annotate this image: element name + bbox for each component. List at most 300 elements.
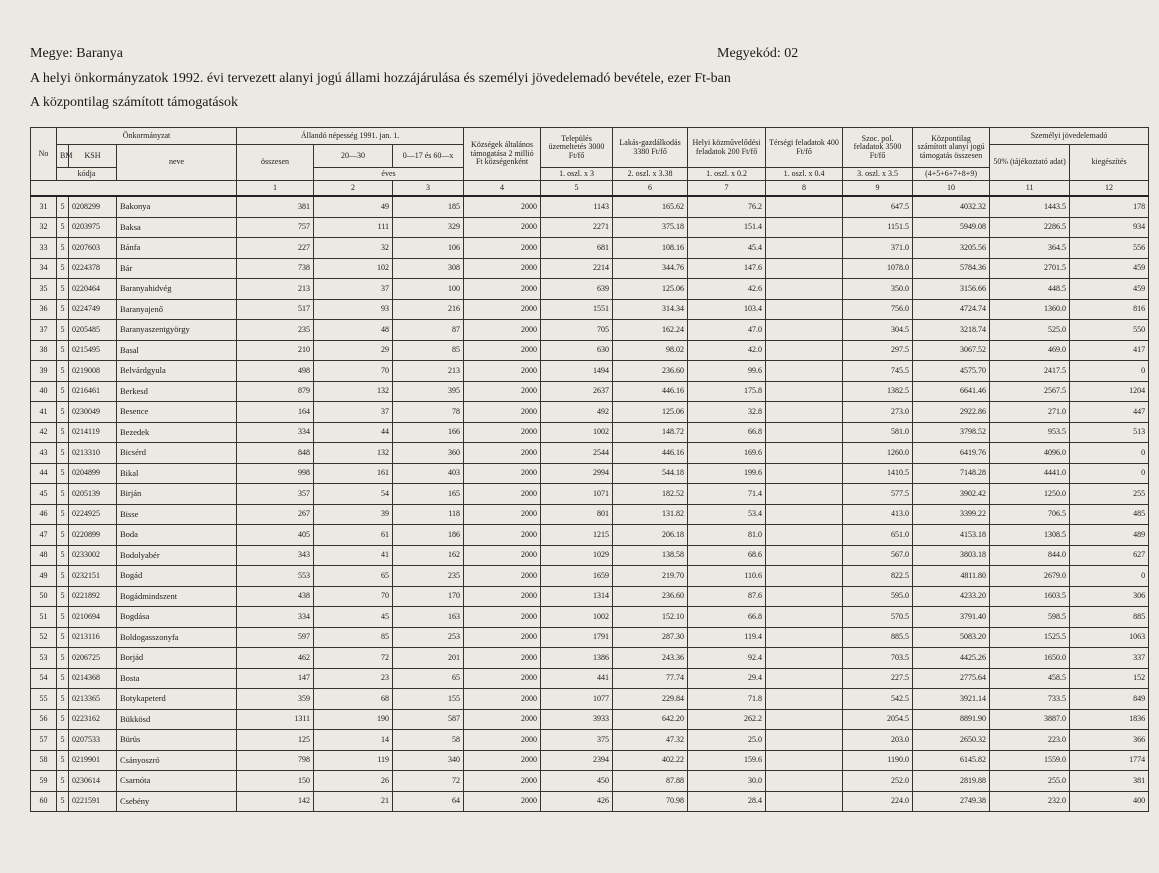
cell-helyi: 66.8 [688, 607, 766, 628]
cell-kozsegek: 2000 [464, 586, 541, 607]
cell-20-30: 70 [314, 361, 393, 382]
cell-szja-50: 1525.5 [990, 627, 1070, 648]
cell-szja-50: 2679.0 [990, 566, 1070, 587]
cell-szja-50: 1250.0 [990, 484, 1070, 505]
cell-lakas: 47.32 [613, 730, 688, 751]
cell-bm: 5 [57, 586, 69, 607]
cell-0-17-60: 340 [393, 750, 464, 771]
cell-ksh: 0213310 [69, 443, 117, 464]
col-number: 12 [1070, 181, 1149, 197]
cell-kozsegek: 2000 [464, 791, 541, 812]
cell-osszesen: 848 [237, 443, 314, 464]
cell-helyi: 99.6 [688, 361, 766, 382]
cell-telepules: 2394 [541, 750, 613, 771]
cell-kiegeszites: 1836 [1070, 709, 1149, 730]
col-calc-szoc: 3. oszl. x 3.5 [843, 168, 913, 181]
cell-bm: 5 [57, 730, 69, 751]
cell-kozsegek: 2000 [464, 730, 541, 751]
cell-osszesen: 498 [237, 361, 314, 382]
cell-no: 52 [31, 627, 57, 648]
cell-szja-50: 232.0 [990, 791, 1070, 812]
cell-kiegeszites: 366 [1070, 730, 1149, 751]
cell-telepules: 426 [541, 791, 613, 812]
col-number: 3 [393, 181, 464, 197]
cell-no: 57 [31, 730, 57, 751]
cell-ksh: 0219901 [69, 750, 117, 771]
cell-no: 46 [31, 504, 57, 525]
cell-ksh: 0204899 [69, 463, 117, 484]
cell-osszesen: 235 [237, 320, 314, 341]
cell-osszesen: 405 [237, 525, 314, 546]
col-number: 7 [688, 181, 766, 197]
cell-lakas: 402.22 [613, 750, 688, 771]
cell-kozpontilag: 4811.80 [913, 566, 990, 587]
cell-0-17-60: 87 [393, 320, 464, 341]
cell-bm: 5 [57, 463, 69, 484]
cell-kiegeszites: 400 [1070, 791, 1149, 812]
cell-telepules: 705 [541, 320, 613, 341]
cell-20-30: 132 [314, 443, 393, 464]
cell-kozsegek: 2000 [464, 689, 541, 710]
cell-0-17-60: 58 [393, 730, 464, 751]
table-row [31, 566, 1149, 587]
cell-szoc: 224.0 [843, 791, 913, 812]
cell-tersegi [766, 566, 843, 587]
cell-szoc: 1382.5 [843, 381, 913, 402]
cell-kozpontilag: 6641.46 [913, 381, 990, 402]
cell-20-30: 37 [314, 279, 393, 300]
cell-0-17-60: 78 [393, 402, 464, 423]
cell-lakas: 77.74 [613, 668, 688, 689]
cell-kozsegek: 2000 [464, 340, 541, 361]
cell-20-30: 161 [314, 463, 393, 484]
cell-tersegi [766, 668, 843, 689]
cell-szoc: 703.5 [843, 648, 913, 669]
cell-kozpontilag: 6419.76 [913, 443, 990, 464]
cell-no: 59 [31, 771, 57, 792]
cell-helyi: 169.6 [688, 443, 766, 464]
cell-telepules: 1077 [541, 689, 613, 710]
cell-szja-50: 706.5 [990, 504, 1070, 525]
cell-tersegi [766, 648, 843, 669]
cell-bm: 5 [57, 627, 69, 648]
cell-kozsegek: 2000 [464, 299, 541, 320]
cell-telepules: 1314 [541, 586, 613, 607]
cell-0-17-60: 162 [393, 545, 464, 566]
cell-kozsegek: 2000 [464, 607, 541, 628]
cell-kiegeszites: 152 [1070, 668, 1149, 689]
cell-bm: 5 [57, 504, 69, 525]
cell-szja-50: 469.0 [990, 340, 1070, 361]
cell-0-17-60: 165 [393, 484, 464, 505]
cell-osszesen: 462 [237, 648, 314, 669]
cell-ksh: 0221892 [69, 586, 117, 607]
cell-20-30: 190 [314, 709, 393, 730]
cell-bm: 5 [57, 381, 69, 402]
cell-telepules: 1002 [541, 422, 613, 443]
cell-tersegi [766, 340, 843, 361]
cell-kozpontilag: 3156.66 [913, 279, 990, 300]
col-header-tersegi: Térségi feladatok 400 Ft/fő [766, 128, 843, 168]
cell-no: 39 [31, 361, 57, 382]
cell-lakas: 98.02 [613, 340, 688, 361]
cell-lakas: 162.24 [613, 320, 688, 341]
cell-lakas: 642.20 [613, 709, 688, 730]
cell-szoc: 756.0 [843, 299, 913, 320]
cell-bm: 5 [57, 422, 69, 443]
cell-tersegi [766, 443, 843, 464]
cell-name: Boda [117, 525, 237, 546]
cell-no: 42 [31, 422, 57, 443]
cell-tersegi [766, 422, 843, 443]
cell-kozsegek: 2000 [464, 217, 541, 238]
cell-kozsegek: 2000 [464, 668, 541, 689]
cell-ksh: 0215495 [69, 340, 117, 361]
cell-kiegeszites: 485 [1070, 504, 1149, 525]
cell-kiegeszites: 459 [1070, 279, 1149, 300]
cell-szja-50: 1360.0 [990, 299, 1070, 320]
table-row [31, 627, 1149, 648]
cell-20-30: 23 [314, 668, 393, 689]
cell-ksh: 0213365 [69, 689, 117, 710]
cell-osszesen: 553 [237, 566, 314, 587]
col-header-ksh: KSH [69, 145, 117, 168]
cell-no: 49 [31, 566, 57, 587]
cell-osszesen: 150 [237, 771, 314, 792]
cell-kozpontilag: 3067.52 [913, 340, 990, 361]
cell-tersegi [766, 402, 843, 423]
cell-0-17-60: 235 [393, 566, 464, 587]
cell-lakas: 219.70 [613, 566, 688, 587]
cell-lakas: 544.18 [613, 463, 688, 484]
cell-helyi: 110.6 [688, 566, 766, 587]
cell-helyi: 175.8 [688, 381, 766, 402]
cell-0-17-60: 253 [393, 627, 464, 648]
table-body [31, 196, 1149, 812]
col-header-helyi: Helyi közművelődési feladatok 200 Ft/fő [688, 128, 766, 168]
cell-szja-50: 598.5 [990, 607, 1070, 628]
cell-telepules: 2214 [541, 258, 613, 279]
cell-lakas: 314.34 [613, 299, 688, 320]
cell-kiegeszites: 381 [1070, 771, 1149, 792]
table-row [31, 340, 1149, 361]
cell-szja-50: 458.5 [990, 668, 1070, 689]
cell-kiegeszites: 489 [1070, 525, 1149, 546]
cell-telepules: 639 [541, 279, 613, 300]
cell-telepules: 630 [541, 340, 613, 361]
cell-name: Birján [117, 484, 237, 505]
cell-helyi: 159.6 [688, 750, 766, 771]
table-row [31, 422, 1149, 443]
cell-szja-50: 364.5 [990, 238, 1070, 259]
cell-20-30: 21 [314, 791, 393, 812]
cell-bm: 5 [57, 607, 69, 628]
cell-bm: 5 [57, 217, 69, 238]
col-header-nepesseg: Állandó népesség 1991. jan. 1. [237, 128, 464, 145]
cell-tersegi [766, 361, 843, 382]
cell-name: Basal [117, 340, 237, 361]
cell-kozsegek: 2000 [464, 361, 541, 382]
cell-kiegeszites: 550 [1070, 320, 1149, 341]
cell-20-30: 44 [314, 422, 393, 443]
table-row [31, 238, 1149, 259]
cell-bm: 5 [57, 791, 69, 812]
cell-tersegi [766, 381, 843, 402]
table-row [31, 484, 1149, 505]
cell-osszesen: 213 [237, 279, 314, 300]
cell-lakas: 243.36 [613, 648, 688, 669]
cell-0-17-60: 403 [393, 463, 464, 484]
cell-helyi: 92.4 [688, 648, 766, 669]
cell-0-17-60: 163 [393, 607, 464, 628]
cell-bm: 5 [57, 299, 69, 320]
cell-osszesen: 798 [237, 750, 314, 771]
cell-kozsegek: 2000 [464, 463, 541, 484]
cell-tersegi [766, 258, 843, 279]
cell-helyi: 42.6 [688, 279, 766, 300]
cell-szja-50: 1443.5 [990, 196, 1070, 217]
cell-no: 33 [31, 238, 57, 259]
cell-ksh: 0230614 [69, 771, 117, 792]
table-row [31, 648, 1149, 669]
cell-20-30: 119 [314, 750, 393, 771]
cell-bm: 5 [57, 443, 69, 464]
cell-helyi: 25.0 [688, 730, 766, 751]
cell-kozsegek: 2000 [464, 320, 541, 341]
cell-lakas: 229.84 [613, 689, 688, 710]
cell-kiegeszites: 459 [1070, 258, 1149, 279]
table-row [31, 709, 1149, 730]
cell-helyi: 199.6 [688, 463, 766, 484]
cell-ksh: 0208299 [69, 196, 117, 217]
cell-tersegi [766, 689, 843, 710]
cell-name: Baranyahidvég [117, 279, 237, 300]
cell-0-17-60: 65 [393, 668, 464, 689]
cell-bm: 5 [57, 668, 69, 689]
table-row [31, 320, 1149, 341]
cell-szoc: 350.0 [843, 279, 913, 300]
table-row [31, 771, 1149, 792]
table-row [31, 750, 1149, 771]
cell-kozpontilag: 4233.20 [913, 586, 990, 607]
cell-telepules: 3933 [541, 709, 613, 730]
cell-kiegeszites: 556 [1070, 238, 1149, 259]
cell-szja-50: 4441.0 [990, 463, 1070, 484]
cell-0-17-60: 166 [393, 422, 464, 443]
cell-szja-50: 953.5 [990, 422, 1070, 443]
col-header-age-0-17: 0—17 és 60—x [393, 145, 464, 168]
cell-telepules: 2544 [541, 443, 613, 464]
cell-osszesen: 147 [237, 668, 314, 689]
cell-helyi: 87.6 [688, 586, 766, 607]
cell-osszesen: 998 [237, 463, 314, 484]
cell-szja-50: 2286.5 [990, 217, 1070, 238]
cell-ksh: 0224925 [69, 504, 117, 525]
col-number: 4 [464, 181, 541, 197]
cell-kozsegek: 2000 [464, 402, 541, 423]
table-row [31, 279, 1149, 300]
cell-szoc: 2054.5 [843, 709, 913, 730]
cell-helyi: 103.4 [688, 299, 766, 320]
cell-tersegi [766, 771, 843, 792]
cell-szja-50: 3887.0 [990, 709, 1070, 730]
col-number: 10 [913, 181, 990, 197]
col-number: 5 [541, 181, 613, 197]
cell-no: 56 [31, 709, 57, 730]
cell-kiegeszites: 513 [1070, 422, 1149, 443]
cell-bm: 5 [57, 196, 69, 217]
cell-ksh: 0214119 [69, 422, 117, 443]
cell-0-17-60: 329 [393, 217, 464, 238]
cell-name: Bár [117, 258, 237, 279]
cell-name: Bánfa [117, 238, 237, 259]
cell-szoc: 227.5 [843, 668, 913, 689]
cell-no: 36 [31, 299, 57, 320]
cell-0-17-60: 587 [393, 709, 464, 730]
cell-ksh: 0205139 [69, 484, 117, 505]
cell-bm: 5 [57, 566, 69, 587]
cell-kiegeszites: 627 [1070, 545, 1149, 566]
cell-name: Berkesd [117, 381, 237, 402]
cell-szoc: 581.0 [843, 422, 913, 443]
cell-helyi: 29.4 [688, 668, 766, 689]
cell-20-30: 54 [314, 484, 393, 505]
table-row [31, 730, 1149, 751]
cell-name: Csebény [117, 791, 237, 812]
cell-telepules: 1494 [541, 361, 613, 382]
col-header-age-20-30: 20—30 [314, 145, 393, 168]
cell-no: 35 [31, 279, 57, 300]
cell-lakas: 287.30 [613, 627, 688, 648]
cell-helyi: 45.4 [688, 238, 766, 259]
cell-osszesen: 1311 [237, 709, 314, 730]
cell-szoc: 542.5 [843, 689, 913, 710]
cell-kozpontilag: 3218.74 [913, 320, 990, 341]
cell-name: Borjád [117, 648, 237, 669]
cell-szoc: 567.0 [843, 545, 913, 566]
cell-no: 47 [31, 525, 57, 546]
cell-telepules: 1659 [541, 566, 613, 587]
cell-name: Bikal [117, 463, 237, 484]
cell-osszesen: 142 [237, 791, 314, 812]
cell-kiegeszites: 885 [1070, 607, 1149, 628]
cell-kiegeszites: 337 [1070, 648, 1149, 669]
cell-name: Boldogasszonyfa [117, 627, 237, 648]
cell-ksh: 0221591 [69, 791, 117, 812]
cell-kozsegek: 2000 [464, 238, 541, 259]
cell-szja-50: 271.0 [990, 402, 1070, 423]
cell-0-17-60: 118 [393, 504, 464, 525]
cell-ksh: 0214368 [69, 668, 117, 689]
cell-tersegi [766, 484, 843, 505]
cell-20-30: 32 [314, 238, 393, 259]
cell-0-17-60: 201 [393, 648, 464, 669]
cell-osszesen: 879 [237, 381, 314, 402]
cell-kozsegek: 2000 [464, 258, 541, 279]
col-header-bm: BM [57, 145, 69, 168]
cell-tersegi [766, 545, 843, 566]
cell-kozsegek: 2000 [464, 566, 541, 587]
cell-name: Bürüs [117, 730, 237, 751]
cell-bm: 5 [57, 771, 69, 792]
cell-helyi: 30.0 [688, 771, 766, 792]
cell-szja-50: 1559.0 [990, 750, 1070, 771]
cell-telepules: 1029 [541, 545, 613, 566]
cell-20-30: 61 [314, 525, 393, 546]
cell-ksh: 0233002 [69, 545, 117, 566]
cell-kozpontilag: 6145.82 [913, 750, 990, 771]
cell-no: 34 [31, 258, 57, 279]
cell-helyi: 147.6 [688, 258, 766, 279]
cell-kiegeszites: 178 [1070, 196, 1149, 217]
cell-ksh: 0207533 [69, 730, 117, 751]
cell-tersegi [766, 586, 843, 607]
cell-name: Bükkösd [117, 709, 237, 730]
cell-szja-50: 448.5 [990, 279, 1070, 300]
cell-no: 54 [31, 668, 57, 689]
cell-no: 32 [31, 217, 57, 238]
cell-ksh: 0207603 [69, 238, 117, 259]
cell-osszesen: 267 [237, 504, 314, 525]
table-row [31, 217, 1149, 238]
cell-kozpontilag: 3205.56 [913, 238, 990, 259]
cell-telepules: 441 [541, 668, 613, 689]
cell-helyi: 262.2 [688, 709, 766, 730]
cell-kozsegek: 2000 [464, 627, 541, 648]
cell-tersegi [766, 217, 843, 238]
cell-helyi: 151.4 [688, 217, 766, 238]
cell-kozpontilag: 5949.08 [913, 217, 990, 238]
cell-szja-50: 733.5 [990, 689, 1070, 710]
cell-lakas: 125.06 [613, 402, 688, 423]
cell-lakas: 138.58 [613, 545, 688, 566]
cell-szoc: 577.5 [843, 484, 913, 505]
cell-kozpontilag: 2650.32 [913, 730, 990, 751]
cell-telepules: 2271 [541, 217, 613, 238]
cell-tersegi [766, 607, 843, 628]
cell-ksh: 0224749 [69, 299, 117, 320]
cell-20-30: 132 [314, 381, 393, 402]
cell-lakas: 165.62 [613, 196, 688, 217]
cell-kiegeszites: 417 [1070, 340, 1149, 361]
cell-kozsegek: 2000 [464, 279, 541, 300]
cell-kiegeszites: 255 [1070, 484, 1149, 505]
cell-telepules: 2637 [541, 381, 613, 402]
cell-szoc: 1410.5 [843, 463, 913, 484]
cell-bm: 5 [57, 361, 69, 382]
table-row [31, 607, 1149, 628]
cell-osszesen: 438 [237, 586, 314, 607]
cell-telepules: 1071 [541, 484, 613, 505]
cell-telepules: 450 [541, 771, 613, 792]
cell-kozsegek: 2000 [464, 422, 541, 443]
cell-kozpontilag: 4032.32 [913, 196, 990, 217]
col-header-kodja: kódja [57, 168, 117, 181]
cell-lakas: 182.52 [613, 484, 688, 505]
cell-kozsegek: 2000 [464, 771, 541, 792]
cell-ksh: 0210694 [69, 607, 117, 628]
cell-szja-50: 2701.5 [990, 258, 1070, 279]
table-row [31, 258, 1149, 279]
cell-osszesen: 210 [237, 340, 314, 361]
cell-szoc: 822.5 [843, 566, 913, 587]
cell-bm: 5 [57, 648, 69, 669]
cell-name: Bosta [117, 668, 237, 689]
cell-osszesen: 334 [237, 607, 314, 628]
cell-no: 51 [31, 607, 57, 628]
cell-kozpontilag: 4153.18 [913, 525, 990, 546]
cell-tersegi [766, 750, 843, 771]
